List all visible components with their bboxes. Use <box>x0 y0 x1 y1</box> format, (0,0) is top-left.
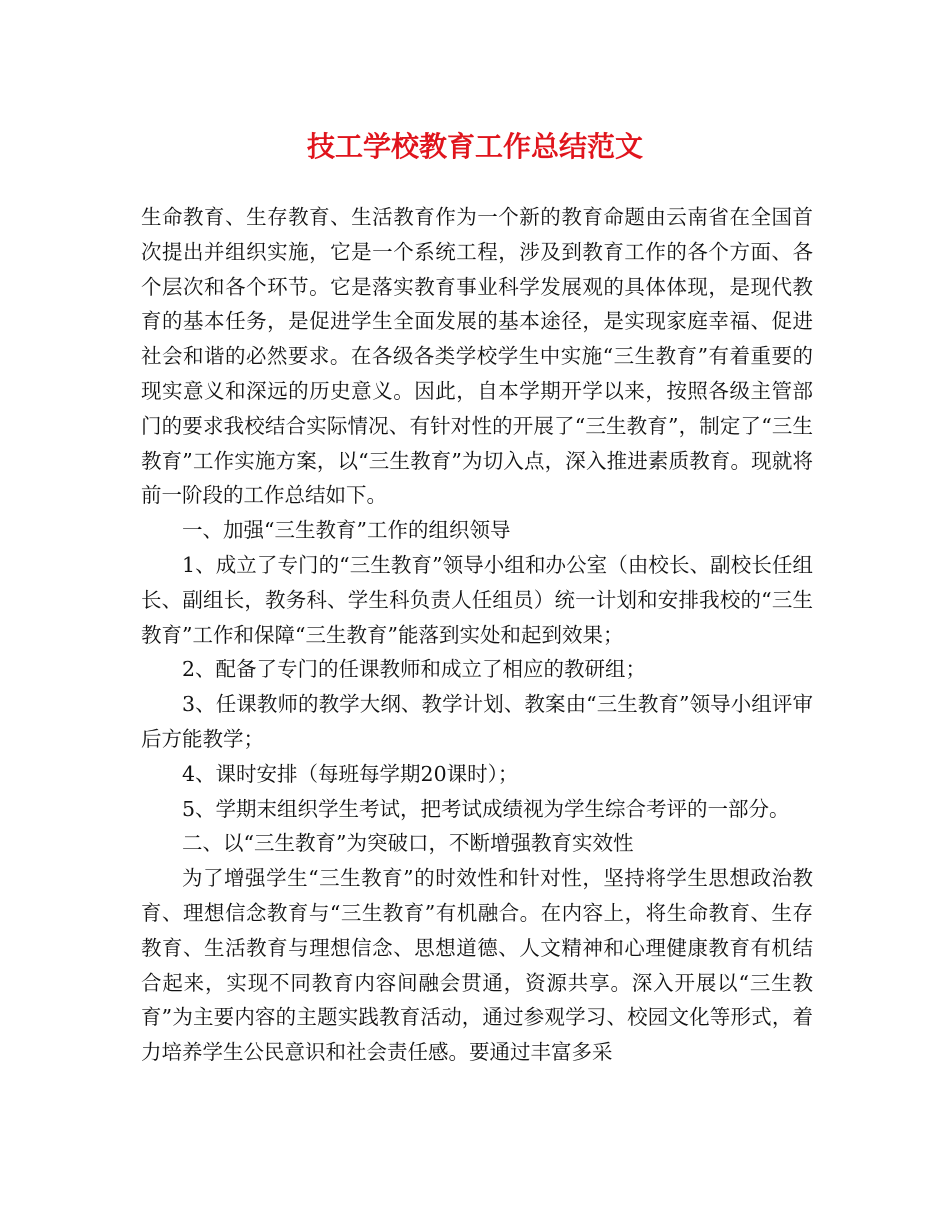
document-title: 技工学校教育工作总结范文 <box>306 130 643 163</box>
list-item-5: 5、学期末组织学生考试，把考试成绩视为学生综合考评的一部分。 <box>182 796 790 821</box>
list-item-2: 2、配备了专门的任课教师和成立了相应的教研组； <box>182 657 647 682</box>
list-item-3: 3、任课教师的教学大纲、教学计划、教案由“三生教育”领导小组评审后方能教学； <box>141 692 813 751</box>
section-heading-1: 一、加强“三生教育”工作的组织领导 <box>182 518 511 543</box>
list-item-4: 4、课时安排（每班每学期20课时）； <box>182 761 519 786</box>
paragraph-intro: 生命教育、生存教育、生活教育作为一个新的教育命题由云南省在全国首次提出并组织实施，它是一个系统工程，涉及到教育工作的各个方面、各个层次和各个环节。它是落实教育事业科学发展观的具体体现，是现代教育的基本任务，是促进学生全面发展的基本途径，是实现家庭幸福、促进社会和谐的必然要求。在各级各类学校学生中实施“三生教育”有着重要的现实意义和深远的历史意义。因此，自本学期开学以来，按照各级主管部门的要求我校结合实际情况、有针对性的开展了“三生教育”，制定了“三生教育”工作实施方案，以“三生教育”为切入点，深入推进素质教育。现就将前一阶段的工作总结如下。 <box>141 205 813 508</box>
section-heading-2: 二、以“三生教育”为突破口，不断增强教育实效性 <box>182 831 634 856</box>
document-body <box>141 200 813 1070</box>
paragraph-section-2: 为了增强学生“三生教育”的时效性和针对性，坚持将学生思想政治教育、理想信念教育与“三生教育”有机融合。在内容上，将生命教育、生存教育、生活教育与理想信念、思想道德、人文精神和心理健康教育有机结合起来，实现不同教育内容间融会贯通，资源共享。深入开展以“三生教育”为主要内容的主题实践教育活动，通过参观学习、校园文化等形式，着力培养学生公民意识和社会责任感。要通过丰富多采 <box>141 866 813 1065</box>
list-item-1: 1、成立了专门的“三生教育”领导小组和办公室（由校长、副校长任组长、副组长，教务科、学生科负责人任组员）统一计划和安排我校的“三生教育”工作和保障“三生教育”能落到实处和起到效果； <box>141 552 813 647</box>
